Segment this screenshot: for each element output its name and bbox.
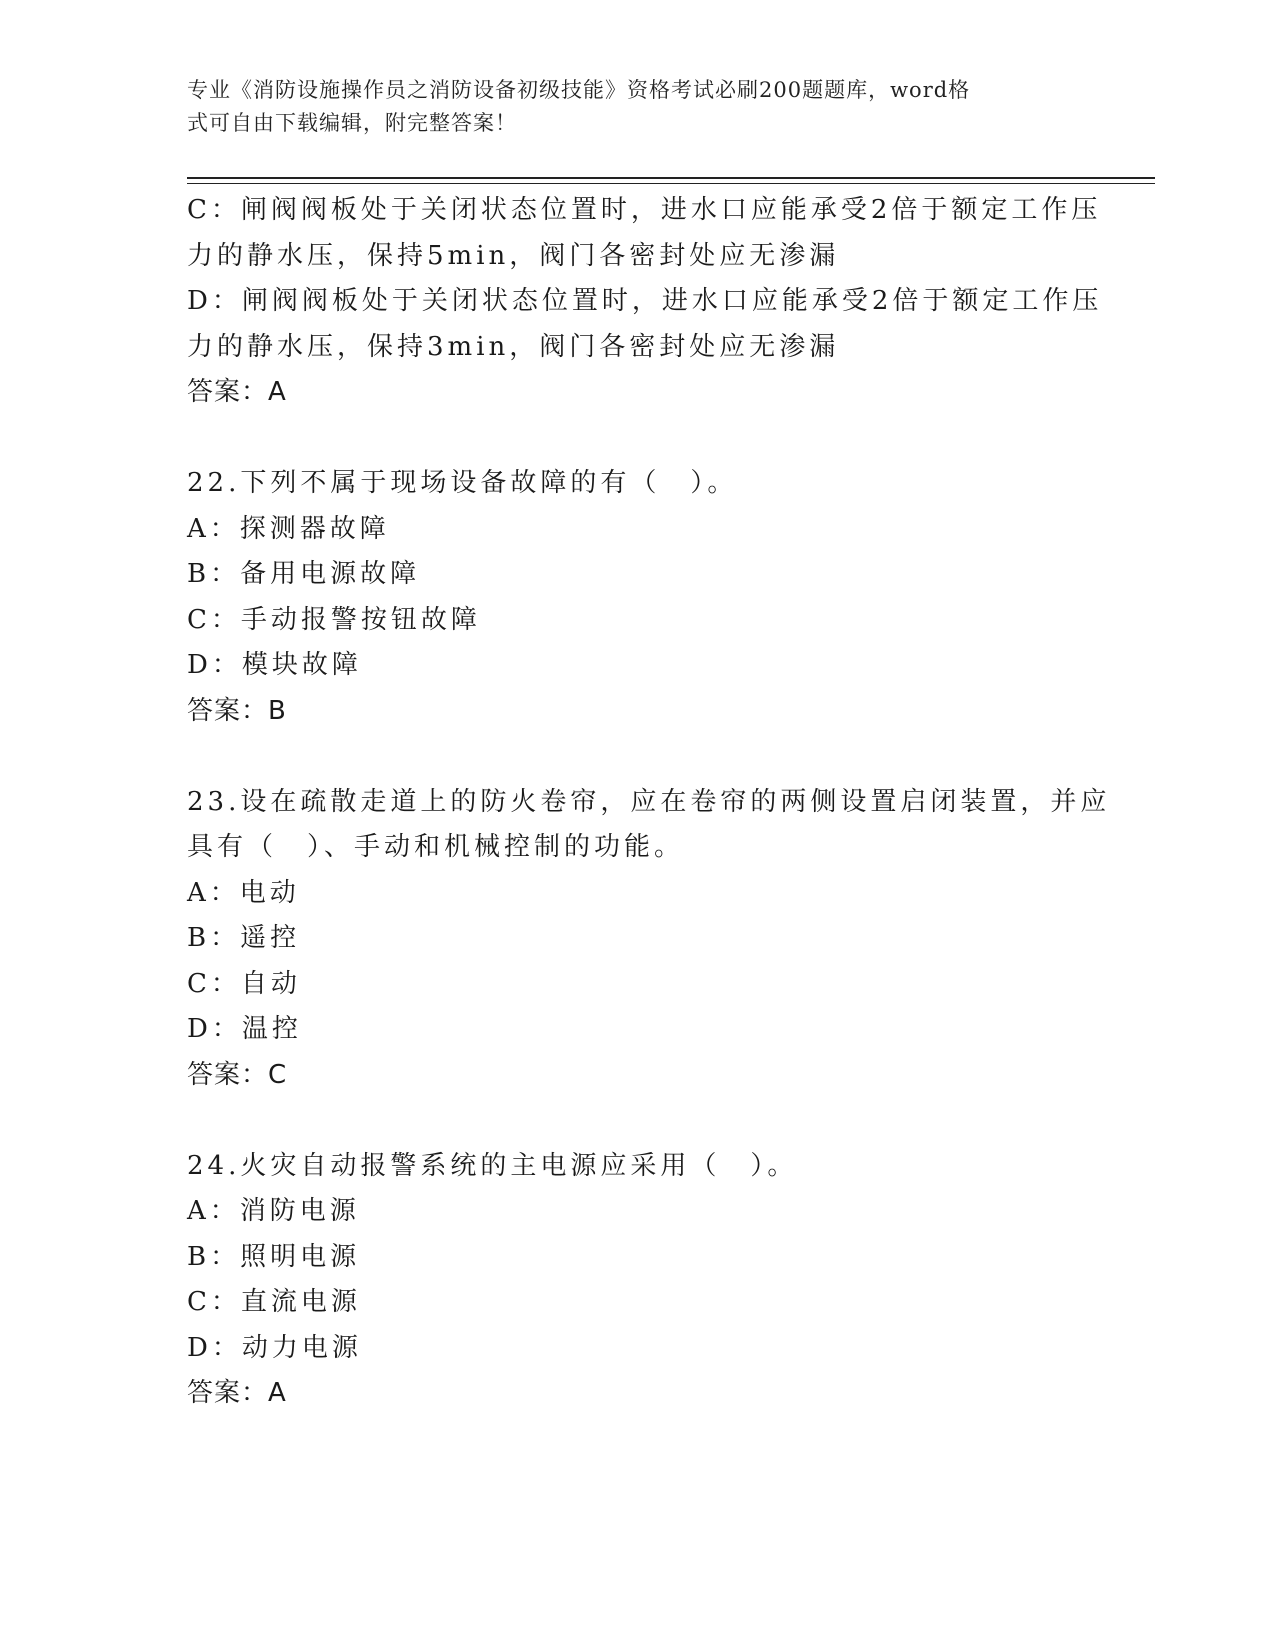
question-23-block	[187, 780, 1111, 1099]
option-d: D：温控	[187, 1014, 302, 1044]
header-line-1: 专业《消防设施操作员之消防设备初级技能》资格考试必刷200题题库，word格	[187, 78, 971, 102]
option-c: C：直流电源	[187, 1287, 361, 1317]
header-divider-thin	[187, 183, 1155, 184]
document-header	[187, 74, 1067, 140]
question-24-block	[187, 1144, 1087, 1417]
option-b: B：备用电源故障	[187, 559, 421, 589]
question-stem: 24.火灾自动报警系统的主电源应采用（ ）。	[187, 1150, 798, 1181]
option-d-line-1: D：闸阀阀板处于关闭状态位置时，进水口应能承受2倍于额定工作压	[187, 286, 1103, 316]
document-body	[187, 188, 1111, 1417]
spacer	[187, 1098, 1087, 1144]
option-a: A：消防电源	[187, 1196, 360, 1226]
option-c-line-1: C：闸阀阀板处于关闭状态位置时，进水口应能承受2倍于额定工作压	[187, 195, 1102, 225]
question-stem: 22.下列不属于现场设备故障的有（ ）。	[187, 468, 738, 498]
question-stem-line-2: 具有（ ）、手动和机械控制的功能。	[187, 832, 685, 862]
prev-question-block	[187, 188, 1103, 416]
option-d: D：模块故障	[187, 650, 362, 680]
header-line-2: 式可自由下载编辑，附完整答案！	[187, 111, 517, 135]
option-d: D：动力电源	[187, 1332, 362, 1363]
answer-line: 答案：A	[187, 377, 287, 407]
option-a: A：电动	[187, 877, 300, 908]
option-b: B：遥控	[187, 923, 301, 953]
option-c: C：手动报警按钮故障	[187, 604, 481, 635]
answer-line: 答案：B	[187, 695, 287, 726]
question-stem-line-1: 23.设在疏散走道上的防火卷帘，应在卷帘的两侧设置启闭装置，并应	[187, 786, 1111, 817]
option-a: A：探测器故障	[187, 513, 390, 544]
spacer	[187, 416, 1087, 462]
answer-line: 答案：A	[187, 1378, 287, 1408]
option-d-line-2: 力的静水压，保持3min，阀门各密封处应无渗漏	[187, 331, 840, 362]
spacer	[187, 734, 1087, 780]
answer-line: 答案：C	[187, 1059, 288, 1090]
header-divider-thick	[187, 177, 1155, 179]
option-c: C：自动	[187, 968, 301, 999]
option-b: B：照明电源	[187, 1241, 361, 1272]
question-22-block	[187, 461, 1087, 734]
option-c-line-2: 力的静水压，保持5min，阀门各密封处应无渗漏	[187, 240, 840, 271]
